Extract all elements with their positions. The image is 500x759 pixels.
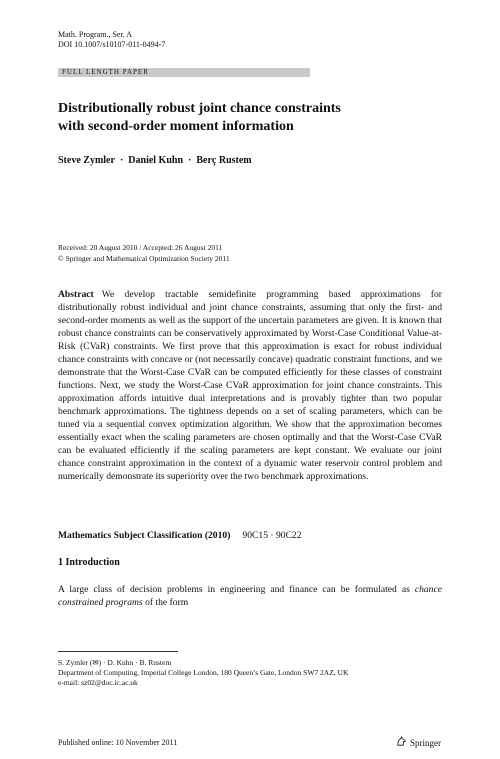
footnote-email[interactable]: e-mail: sz02@doc.ic.ac.uk: [58, 678, 138, 687]
intro-text: A large class of decision problems in engineering and finance can be formulated as: [58, 584, 410, 595]
author-footnote: [58, 658, 348, 688]
article-type-label: FULL LENGTH PAPER: [62, 68, 149, 76]
section-heading: 1 Introduction: [58, 557, 120, 568]
doi: DOI 10.1007/s10107-011-0494-7: [58, 40, 166, 49]
author-name: Steve Zymler: [58, 155, 115, 166]
paper-title: [58, 100, 448, 136]
msc-codes: 90C15 · 90C22: [242, 530, 302, 541]
author-separator: ·: [188, 155, 192, 166]
footnote-affiliation: Department of Computing, Imperial College London, 180 Queen’s Gate, London SW7 2AZ, UK: [58, 668, 349, 677]
copyright: © Springer and Mathematical Optimization Society 2011: [58, 254, 230, 263]
publisher-name: Springer: [410, 737, 441, 748]
intro-tail: of the form: [142, 597, 189, 608]
intro-paragraph: [58, 583, 442, 609]
abstract: [58, 288, 442, 483]
title-line-1: Distributionally robust joint chance constraints: [58, 101, 341, 116]
journal-name: Math. Program., Ser. A: [58, 30, 132, 39]
author-list: [58, 155, 252, 166]
springer-horse-icon: [396, 736, 407, 749]
footnote-rule: [58, 651, 178, 652]
author-name: Daniel Kuhn: [128, 155, 184, 166]
article-type-banner: [58, 68, 310, 77]
msc-classification: [58, 530, 302, 541]
msc-label: Mathematics Subject Classification (2010): [58, 530, 231, 541]
author-name: Berç Rustem: [196, 155, 252, 166]
abstract-label: Abstract: [58, 289, 94, 300]
journal-header: [58, 30, 165, 50]
abstract-text: We develop tractable semidefinite programming based approximations for distributionally robust individual and joint chance constraints, assuming that only the first- and second-order moments as well as the support of the uncertain parameters are given. It is known that robust chance constraints can be conservatively approximated by Worst-Case Conditional Value-at-Risk (CVaR) constraints. We first prove that this approximation is exact for robust individual chance constraints with concave or (not necessarily concave) quadratic constraint functions, and we demonstrate that the Worst-Case CVaR can be computed efficiently for these classes of constraint functions. Next, we study the Worst-Case CVaR approximation for joint chance constraints. This approximation affords intuitive dual interpretations and is provably tighter than two popular benchmark approximations. The tightness depends on a set of scaling parameters, which can be tuned via a sequential convex optimization algorithm. We show that the approximation becomes essentially exact when the scaling parameters are chosen optimally and that the Worst-Case CVaR can be evaluated efficiently if the scaling parameters are kept constant. We evaluate our joint chance constraint approximation in the context of a dynamic water reservoir control problem and numerically demonstrate its superiority over the two benchmark approximations.: [58, 289, 442, 482]
received-accepted: Received: 20 August 2010 / Accepted: 26 August 2011: [58, 243, 223, 252]
footnote-authors: S. Zymler (✉) · D. Kuhn · B. Rustem: [58, 658, 172, 667]
publication-dates: [58, 242, 230, 264]
published-online: Published online: 10 November 2011: [58, 738, 178, 747]
author-separator: ·: [119, 155, 124, 166]
intro-emphasis: chance constrained programs: [58, 584, 442, 608]
publisher-logo: [396, 736, 441, 749]
title-line-2: with second-order moment information: [58, 119, 294, 134]
